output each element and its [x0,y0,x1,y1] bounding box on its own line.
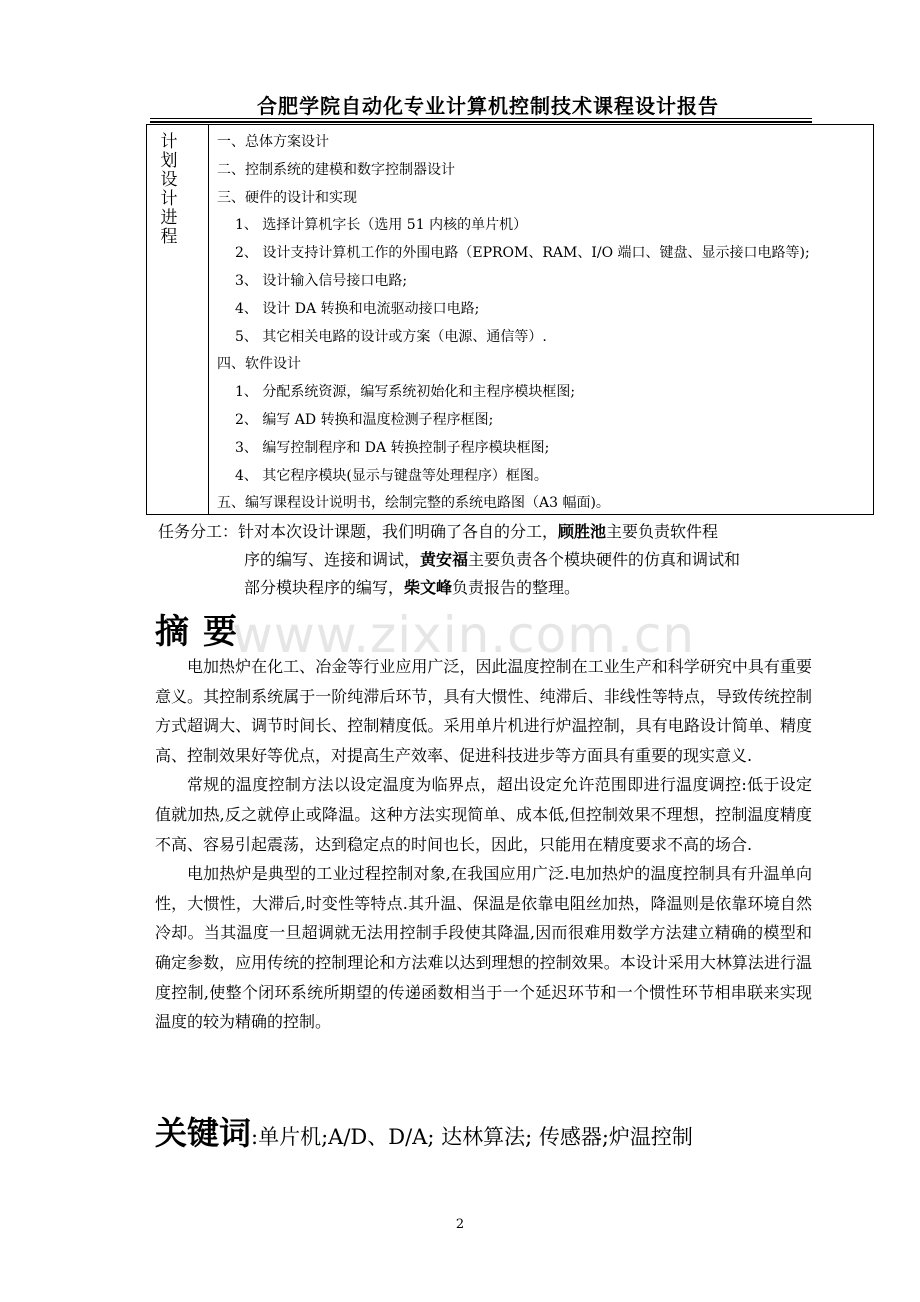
plan-item: 1、 选择计算机字长（选用 51 内核的单片机） [235,217,528,234]
plan-label-cell [147,125,209,514]
task-line-2 [158,546,830,574]
plan-item: 四、软件设计 [217,356,301,373]
plan-table [146,124,874,515]
report-header-title: 合肥学院自动化专业计算机控制技术课程设计报告 [257,94,719,118]
task-line-1 [158,518,830,546]
keywords-text: :单片机;A/D、D/A; 达林算法; 传感器;炉温控制 [251,1125,693,1149]
member-name: 黄安福 [420,550,469,569]
plan-label-char: 程 [160,227,178,247]
header-rule [150,118,812,119]
plan-item: 5、 其它相关电路的设计或方案（电源、通信等）. [235,328,547,345]
plan-label [159,133,179,247]
plan-item: 2、 编写 AD 转换和温度检测子程序框图; [235,411,494,428]
plan-item: 4、 其它程序模块(显示与键盘等处理程序）框图。 [235,467,548,484]
task-text: 主要负责软件程 [606,522,719,541]
watermark: www.zixin.com.cn [232,606,696,664]
plan-item: 二、控制系统的建模和数字控制器设计 [217,161,455,178]
task-line-3 [158,574,830,602]
abstract-paragraph: 电加热炉是典型的工业过程控制对象,在我国应用广泛.电加热炉的温度控制具有升温单向性，大惯性，大滞后,时变性等特点.其升温、保温是依靠电阻丝加热，降温则是依靠环境自然冷却。当其温度一旦超调就无法用控制手段使其降温,因而很难用数学方法建立精确的模型和确定参数，应用传统的控制理论和方法难以达到理想的控制效果。本设计采用大林算法进行温度控制,使整个闭环系统所期望的传递函数相当于一个延迟环节和一个惯性环节相串联来实现温度的较为精确的控制。 [155,864,812,1032]
abstract-heading: 摘要 [155,612,251,652]
plan-item: 一、总体方案设计 [217,134,329,150]
keywords [155,1108,815,1154]
plan-label-char: 划 [160,151,178,171]
task-text: 主要负责各个模块硬件的仿真和调试和 [468,550,741,569]
plan-item: 三、硬件的设计和实现 [217,189,357,206]
plan-label-char: 计 [160,189,178,209]
task-division [158,518,830,602]
abstract-body [155,652,812,1037]
task-text: 部分模块程序的编写， [244,578,405,597]
task-text: 针对本次设计课题，我们明确了各自的分工， [238,522,559,541]
plan-item: 1、 分配系统资源，编写系统初始化和主程序模块框图; [235,384,576,401]
plan-label-char: 进 [160,208,178,228]
abstract-paragraph: 常规的温度控制方法以设定温度为临界点，超出设定允许范围即进行温度调控:低于设定值就加热,反之就停止或降温。这种方法实现简单、成本低,但控制效果不理想，控制温度精度不高、容易引起震荡，达到稳定点的时间也长，因此，只能用在精度要求不高的场合. [155,775,812,854]
header-rule-thick [150,121,812,123]
plan-label-char: 设 [160,170,178,190]
page-number: 2 [455,1217,465,1232]
plan-item: 3、 编写控制程序和 DA 转换控制子程序模块框图; [235,439,550,456]
member-name: 顾胜池 [558,522,607,541]
task-text: 序的编写、连接和调试， [244,550,421,569]
keywords-label: 关键词 [155,1114,252,1152]
member-name: 柴文峰 [404,578,453,597]
task-text: 负责报告的整理。 [452,578,581,597]
plan-label-char: 计 [160,132,178,152]
plan-item: 五、编写课程设计说明书，绘制完整的系统电路图（A3 幅面)。 [217,495,610,512]
task-label: 任务分工： [158,522,239,541]
plan-item: 3、 设计输入信号接口电路; [235,272,408,289]
plan-item: 4、 设计 DA 转换和电流驱动接口电路; [235,300,480,317]
abstract-paragraph: 电加热炉在化工、冶金等行业应用广泛，因此温度控制在工业生产和科学研究中具有重要意义。其控制系统属于一阶纯滞后环节，具有大惯性、纯滞后、非线性等特点，导致传统控制方式超调大、调节时间长、控制精度低。采用单片机进行炉温控制，具有电路设计简单、精度高、控制效果好等优点，对提高生产效率、促进科技进步等方面具有重要的现实意义. [155,657,812,765]
plan-items-list [217,129,867,518]
plan-item: 2、 设计支持计算机工作的外围电路（EPROM、RAM、I/O 端口、键盘、显示接口电路等); [235,245,810,262]
